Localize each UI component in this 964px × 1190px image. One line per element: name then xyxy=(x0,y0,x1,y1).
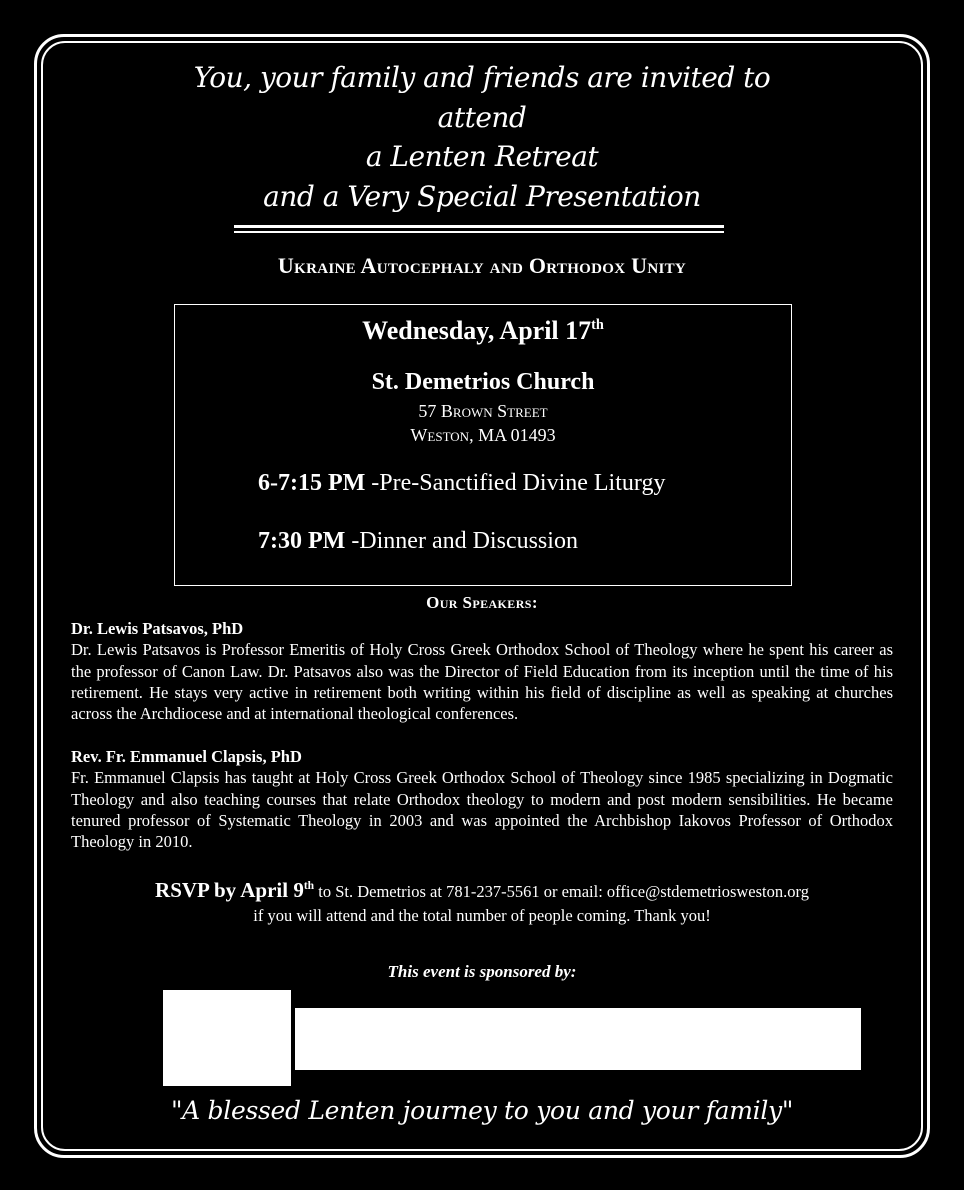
event-date-suffix: th xyxy=(591,317,604,333)
schedule-description: -Dinner and Discussion xyxy=(345,528,578,554)
speaker-name: Dr. Lewis Patsavos, PhD xyxy=(71,619,244,638)
schedule-time: 6-7:15 PM xyxy=(258,470,366,496)
speaker-bio xyxy=(71,746,893,852)
event-date xyxy=(174,316,792,346)
schedule-time: 7:30 PM xyxy=(258,528,346,554)
rsvp-notice xyxy=(0,878,964,928)
divider-rule xyxy=(234,225,724,228)
event-title: Ukraine Autocephaly and Orthodox Unity xyxy=(277,253,687,278)
address-city: Weston, MA 01493 xyxy=(410,425,556,445)
schedule-description: -Pre-Sanctified Divine Liturgy xyxy=(365,470,666,496)
rsvp-line xyxy=(0,878,964,904)
address-street: 57 Brown Street xyxy=(418,401,548,421)
schedule-item xyxy=(258,528,578,555)
intro-line: a Lenten Retreat xyxy=(365,140,599,173)
divider-rule xyxy=(234,231,724,233)
invitation-intro xyxy=(150,58,814,216)
rsvp-deadline-suffix: th xyxy=(303,879,315,892)
intro-line: and a Very Special Presentation xyxy=(263,179,701,213)
sponsor-banner-image xyxy=(295,1008,861,1070)
speaker-bio xyxy=(71,618,893,724)
rsvp-deadline-text: RSVP by April 9 xyxy=(155,878,304,902)
event-date-text: Wednesday, April 17 xyxy=(362,316,592,345)
speakers-heading: Our Speakers: xyxy=(426,593,538,612)
intro-line: attend xyxy=(437,100,527,134)
speaker-bio-text: Dr. Lewis Patsavos is Professor Emeritis of Holy Cross Greek Orthodox School of Theology where he spent his career as the professor of Canon Law. Dr. Patsavos also was the Director of Field Education from its inception until the time of his retirement. He stays very active in retirement both writing within his field of discipline as well as speaking at churches across the Archdiocese and at international theological conferences. xyxy=(71,640,893,724)
speaker-name: Rev. Fr. Emmanuel Clapsis, PhD xyxy=(71,747,302,766)
intro-line: You, your family and friends are invited to xyxy=(193,61,771,94)
rsvp-deadline xyxy=(155,878,314,902)
church-name: St. Demetrios Church xyxy=(371,369,595,395)
closing-message: "A blessed Lenten journey to you and your family" xyxy=(170,1096,794,1125)
rsvp-line-2: if you will attend and the total number of people coming. Thank you! xyxy=(253,906,711,925)
sponsor-logo-image xyxy=(163,990,291,1086)
sponsor-label: This event is sponsored by: xyxy=(387,962,577,981)
rsvp-details: to St. Demetrios at 781-237-5561 or email: office@stdemetriosweston.org xyxy=(314,882,809,901)
speaker-bio-text: Fr. Emmanuel Clapsis has taught at Holy Cross Greek Orthodox School of Theology since 1985 specializing in Dogmatic Theology and also teaching courses that relate Orthodox theology to modern and post modern sensibilities. He became tenured professor of Systematic Theology in 2003 and was appointed the Archbishop Iakovos Professor of Orthodox Theology in 2010. xyxy=(71,768,893,852)
schedule-item xyxy=(258,470,665,497)
